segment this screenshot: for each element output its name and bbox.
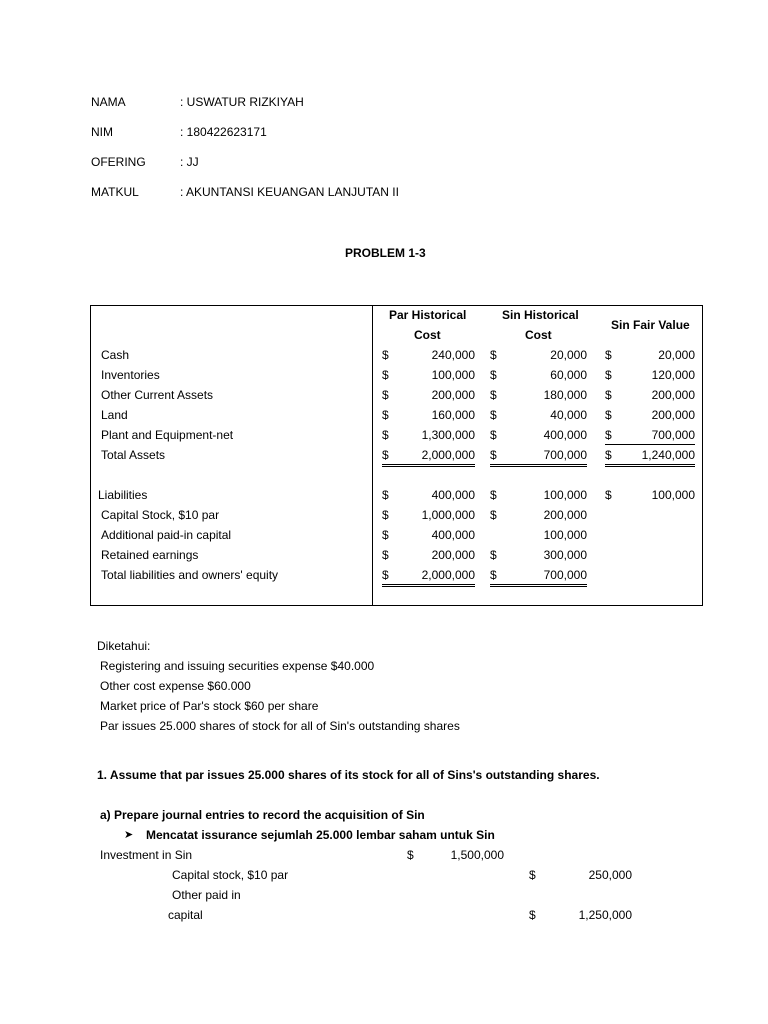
fair-plant: $ 700,000 [605, 428, 695, 445]
par-capital-stock: $ 1,000,000 [382, 508, 475, 522]
info-value-ofering: : JJ [180, 155, 199, 169]
par-land: $ 160,000 [382, 408, 475, 422]
info-label-ofering: OFERING [91, 155, 146, 169]
info-label-nim: NIM [91, 125, 113, 139]
info-label-nama: NAMA [91, 95, 126, 109]
par-retained: $ 200,000 [382, 548, 475, 562]
par-plant: $ 1,300,000 [382, 428, 475, 442]
sin-inventories: $ 60,000 [490, 368, 587, 382]
info-value-matkul: : AKUNTANSI KEUANGAN LANJUTAN II [180, 185, 399, 199]
row-label-total-assets: Total Assets [101, 448, 166, 462]
sin-apic: 100,000 [543, 528, 587, 542]
question-1: 1. Assume that par issues 25.000 shares of its stock for all of Sins's outstanding shares. [97, 768, 600, 782]
fair-cash: $ 20,000 [605, 348, 695, 362]
row-label: Retained earnings [101, 548, 199, 562]
sin-total-assets: $ 700,000 [490, 448, 587, 467]
row-label: Liabilities [98, 488, 148, 502]
known-line: Registering and issuing securities expense $40.000 [100, 659, 375, 673]
sin-retained: $ 300,000 [490, 548, 587, 562]
sin-plant: $ 400,000 [490, 428, 587, 442]
row-label: Plant and Equipment-net [101, 428, 234, 442]
par-total-assets: $ 2,000,000 [382, 448, 475, 467]
col-header-sin: Sin Historical [502, 308, 579, 322]
journal-credit1-currency: $ [529, 868, 536, 882]
sin-cash: $ 20,000 [490, 348, 587, 362]
par-total-liab-equity: $ 2,000,000 [382, 568, 475, 587]
info-label-matkul: MATKUL [91, 185, 139, 199]
sin-capital-stock: $ 200,000 [490, 508, 587, 522]
row-label: Inventories [101, 368, 160, 382]
sin-land: $ 40,000 [490, 408, 587, 422]
arrow-bullet-icon: ➤ [124, 829, 134, 841]
fair-land: $ 200,000 [605, 408, 695, 422]
journal-credit2-currency: $ [529, 908, 536, 922]
par-apic: $ 400,000 [382, 528, 475, 542]
col-header-par: Par Historical [389, 308, 467, 322]
row-label: Capital Stock, $10 par [101, 508, 220, 522]
journal-debit-currency: $ [407, 848, 414, 862]
known-title: Diketahui: [97, 639, 151, 653]
known-line: Par issues 25.000 shares of stock for all of Sin's outstanding shares [100, 719, 460, 733]
known-line: Other cost expense $60.000 [100, 679, 251, 693]
row-label: Land [101, 408, 128, 422]
journal-credit1-label: Capital stock, $10 par [172, 868, 289, 882]
row-label: Cash [101, 348, 130, 362]
sin-total-liab-equity: $ 700,000 [490, 568, 587, 587]
journal-debit-label: Investment in Sin [100, 848, 193, 862]
journal-credit1-amount: 250,000 [588, 868, 632, 882]
fair-other-current: $ 200,000 [605, 388, 695, 402]
journal-credit2-amount: 1,250,000 [578, 908, 632, 922]
journal-debit-amount: 1,500,000 [450, 848, 504, 862]
col-header-fair: Sin Fair Value [611, 318, 690, 332]
part-a-heading: a) Prepare journal entries to record the acquisition of Sin [100, 808, 425, 822]
fair-inventories: $ 120,000 [605, 368, 695, 382]
bullet-text: Mencatat issurance sejumlah 25.000 lembar saham untuk Sin [146, 828, 495, 842]
known-line: Market price of Par's stock $60 per share [100, 699, 319, 713]
sin-liabilities: $ 100,000 [490, 488, 587, 502]
problem-title: PROBLEM 1-3 [345, 246, 426, 260]
par-inventories: $ 100,000 [382, 368, 475, 382]
info-value-nim: : 180422623171 [180, 125, 267, 139]
col-header-sin-cost: Cost [525, 328, 552, 342]
par-cash: $ 240,000 [382, 348, 475, 362]
sin-other-current: $ 180,000 [490, 388, 587, 402]
fair-liabilities: $ 100,000 [605, 488, 695, 502]
table-divider [372, 305, 373, 606]
info-value-nama: : USWATUR RIZKIYAH [180, 95, 304, 109]
row-label-total-liab-equity: Total liabilities and owners' equity [101, 568, 279, 582]
fair-total-assets: $ 1,240,000 [605, 448, 695, 467]
row-label: Additional paid-in capital [101, 528, 232, 542]
col-header-par-cost: Cost [414, 328, 441, 342]
journal-credit2-label-cont: capital [168, 908, 203, 922]
row-label: Other Current Assets [101, 388, 214, 402]
par-liabilities: $ 400,000 [382, 488, 475, 502]
journal-credit2-label: Other paid in [172, 888, 241, 902]
par-other-current: $ 200,000 [382, 388, 475, 402]
